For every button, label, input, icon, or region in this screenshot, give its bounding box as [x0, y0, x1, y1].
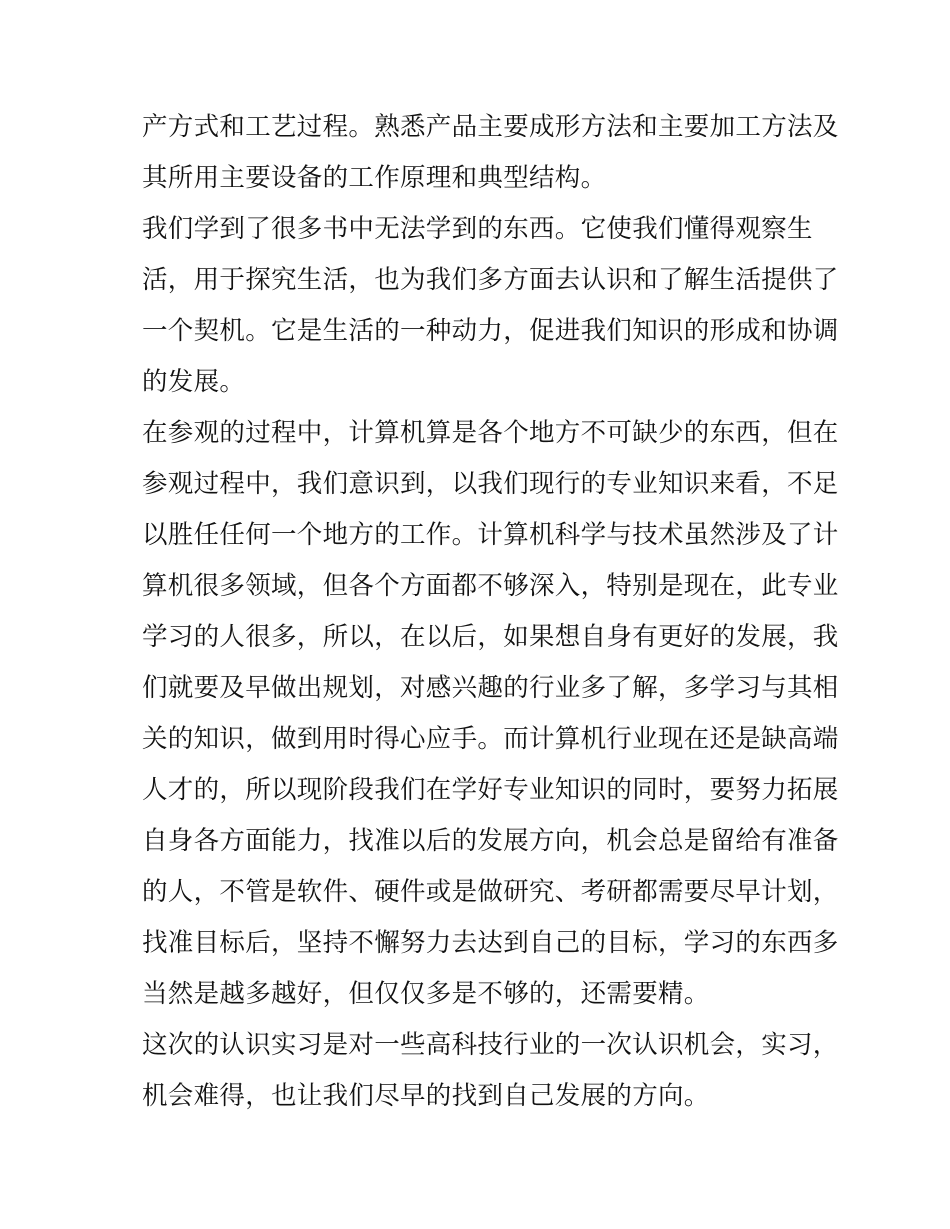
text-line: 的人，不管是软件、硬件或是做研究、考研都需要尽早计划， — [142, 877, 839, 907]
text-line: 自身各方面能力，找准以后的发展方向，机会总是留给有准备 — [142, 826, 839, 856]
text-line: 其所用主要设备的工作原理和典型结构。 — [142, 163, 607, 193]
text-line: 一个契机。它是生活的一种动力，促进我们知识的形成和协调 — [142, 316, 839, 346]
text-line: 找准目标后，坚持不懈努力去达到自己的目标，学习的东西多 — [142, 928, 839, 958]
body-text — [142, 102, 839, 1122]
text-line: 以胜任任何一个地方的工作。计算机科学与技术虽然涉及了计 — [142, 520, 839, 550]
text-line: 活，用于探究生活，也为我们多方面去认识和了解生活提供了 — [142, 265, 839, 295]
text-line: 人才的，所以现阶段我们在学好专业知识的同时，要努力拓展 — [142, 775, 839, 805]
text-line: 们就要及早做出规划，对感兴趣的行业多了解，多学习与其相 — [142, 673, 839, 703]
text-line: 在参观的过程中，计算机算是各个地方不可缺少的东西，但在 — [142, 418, 839, 448]
text-line: 关的知识，做到用时得心应手。而计算机行业现在还是缺高端 — [142, 724, 839, 754]
text-line: 当然是越多越好，但仅仅多是不够的，还需要精。 — [142, 979, 710, 1009]
text-line: 算机很多领域，但各个方面都不够深入，特别是现在，此专业 — [142, 571, 839, 601]
text-line: 产方式和工艺过程。熟悉产品主要成形方法和主要加工方法及 — [142, 112, 839, 142]
text-line: 这次的认识实习是对一些高科技行业的一次认识机会，实习， — [142, 1030, 839, 1060]
text-line: 学习的人很多，所以，在以后，如果想自身有更好的发展，我 — [142, 622, 839, 652]
text-line: 的发展。 — [142, 367, 246, 397]
text-line: 机会难得，也让我们尽早的找到自己发展的方向。 — [142, 1081, 710, 1111]
text-line: 我们学到了很多书中无法学到的东西。它使我们懂得观察生 — [142, 214, 813, 244]
text-line: 参观过程中，我们意识到，以我们现行的专业知识来看，不足 — [142, 469, 839, 499]
